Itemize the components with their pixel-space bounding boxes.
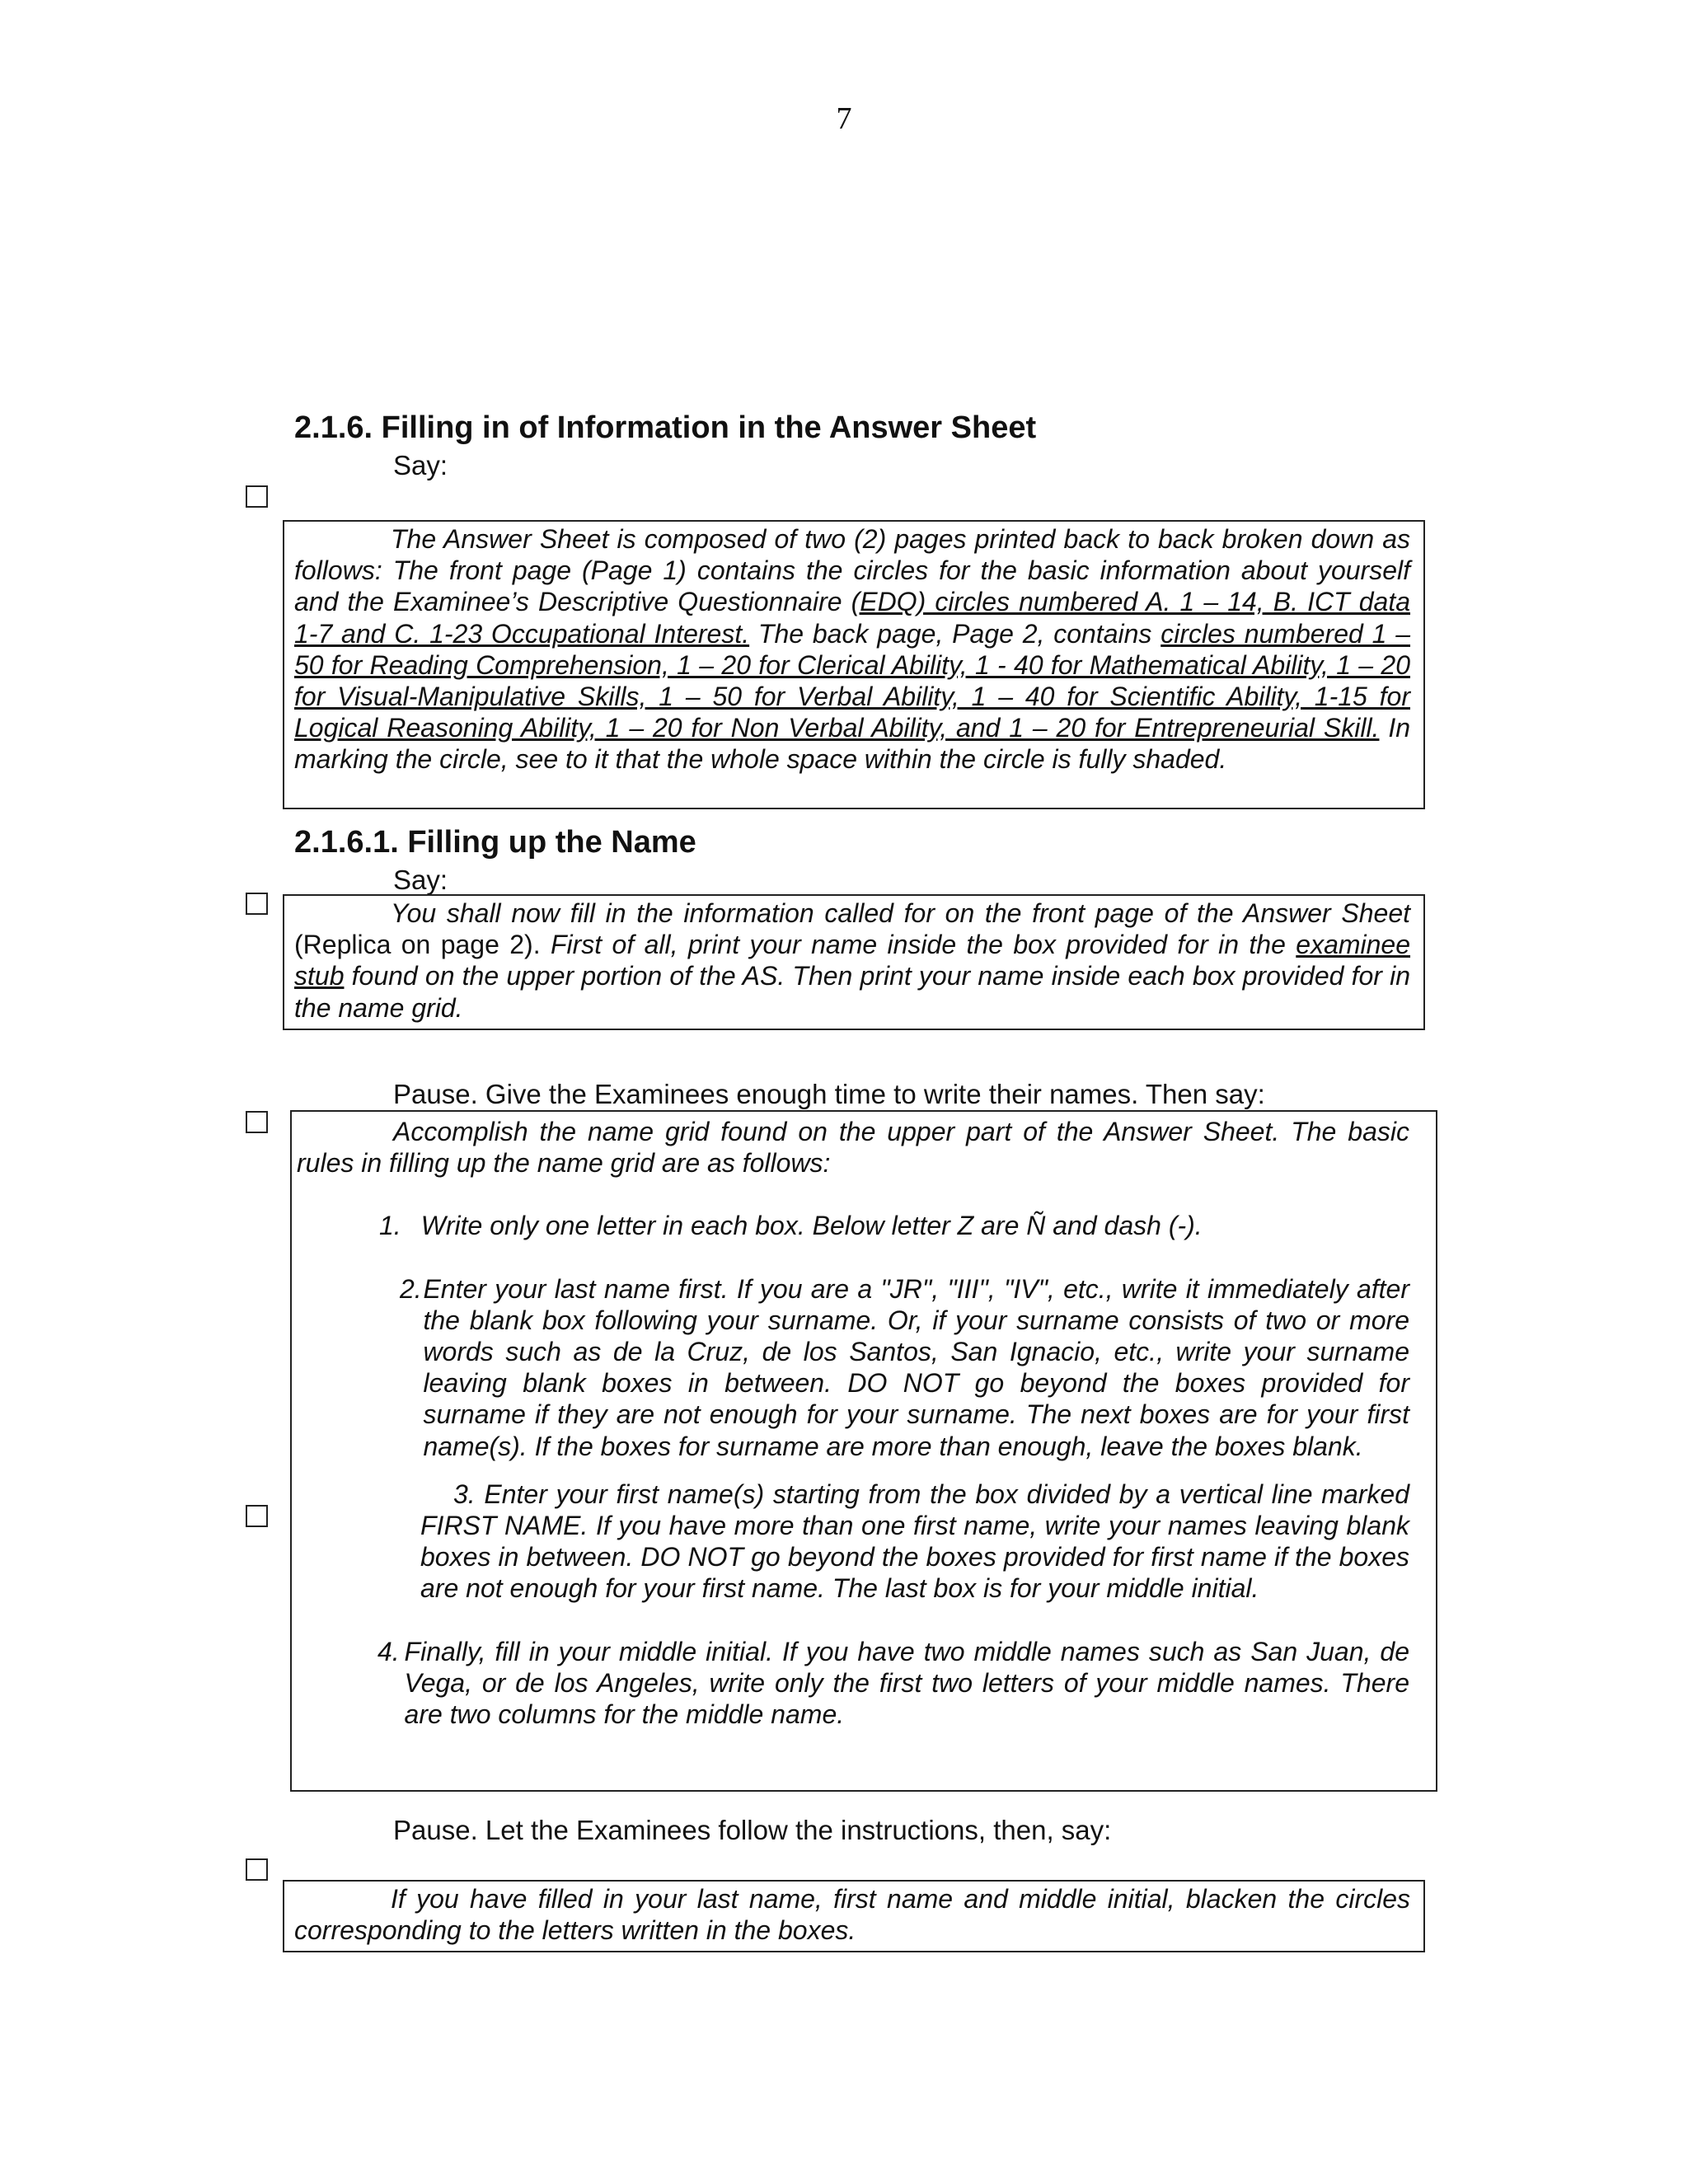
box-text: The Answer Sheet is composed of two (2) pages printed back to back broken down as follows: The front page (Page 1) contains the circles for the basic information about yourself and the Examinee’s Descriptive Questionnaire bbox=[294, 524, 1410, 617]
checkbox[interactable] bbox=[246, 1111, 268, 1133]
blacken-circles-box bbox=[283, 1880, 1425, 1952]
box-text: found on the upper portion of the AS. Then print your name inside each box provided for in the name grid. bbox=[294, 961, 1410, 1023]
box-text: You shall now fill in the information called for on the front page of the Answer Sheet bbox=[391, 898, 1410, 928]
rule-text: Write only one letter in each box. Below letter Z are Ñ and dash (-). bbox=[420, 1211, 1203, 1241]
rule-number: 1. bbox=[379, 1211, 401, 1241]
checkbox[interactable] bbox=[246, 1858, 268, 1881]
box-text: In marking the circle, see to it that the whole space within the circle is fully shaded. bbox=[294, 713, 1411, 775]
rule-item bbox=[420, 1479, 1409, 1605]
rule-text: Enter your first name(s) starting from the box divided by a vertical line marked FIRST NAME. If you have more than one first name, write your names leaving blank boxes in between. DO NOT go beyond the boxes provided for first name if the boxes are not enough for your first name. The last box is for your middle initial. bbox=[420, 1479, 1410, 1604]
rule-item bbox=[379, 1210, 1409, 1241]
checkbox[interactable] bbox=[246, 1505, 268, 1527]
examinee-stub-underlined: examinee stub bbox=[294, 930, 1411, 991]
rule-text: Enter your last name first. If you are a "JR", "III", "IV", etc., write it immediately after the blank box following your surname. Or, if your surname consists of two or more words such as de la Cruz, de los Santos, San Ignacio, etc., write your surname leaving blank boxes in between. DO NOT go beyond the boxes provided for surname if they are not enough for your surname. The next boxes are for your first name(s). If the boxes for surname are more than enough, leave the boxes blank. bbox=[423, 1273, 1409, 1461]
pause-instruction: Pause. Let the Examinees follow the instructions, then, say: bbox=[393, 1815, 1112, 1845]
pause-instruction: Pause. Give the Examinees enough time to write their names. Then say: bbox=[393, 1079, 1265, 1109]
checkbox[interactable] bbox=[246, 893, 268, 915]
name-grid-rules-box bbox=[290, 1110, 1437, 1792]
rule-item bbox=[377, 1636, 1409, 1731]
rule-number: 3. bbox=[453, 1479, 476, 1509]
section-heading-2-1-6: 2.1.6. Filling in of Information in the Answer Sheet bbox=[294, 410, 1037, 445]
rule-number: 2. bbox=[400, 1273, 422, 1304]
section-heading-2-1-6-1: 2.1.6.1. Filling up the Name bbox=[294, 825, 696, 860]
checkbox[interactable] bbox=[246, 485, 268, 508]
subtests-underlined-text: circles numbered 1 – 50 for Reading Comprehension, 1 – 20 for Clerical Ability, 1 - 40 for Mathematical Ability, 1 – 20 for Visual-Manipulative Skills, 1 – 50 for Verbal Ability, 1 – 40 for Scientific Ability, 1-15 for Logical Reasoning Ability, 1 – 20 for Non Verbal Ability, and 1 – 20 for Entrepreneurial Skill. bbox=[294, 618, 1411, 743]
replica-note: (Replica on page 2). bbox=[294, 930, 541, 960]
edq-underlined-text: (EDQ) circles numbered A. 1 – 14, B. ICT data 1-7 and C. 1-23 Occupational Interest. bbox=[294, 587, 1411, 649]
answer-sheet-description-box bbox=[283, 520, 1425, 809]
say-label: Say: bbox=[393, 450, 448, 480]
page-number: 7 bbox=[836, 101, 852, 136]
final-instruction: If you have filled in your last name, first name and middle initial, blacken the circles corresponding to the letters written in the boxes. bbox=[294, 1884, 1410, 1946]
rules-intro: Accomplish the name grid found on the upper part of the Answer Sheet. The basic rules in filling up the name grid are as follows: bbox=[297, 1117, 1409, 1179]
name-instruction-box bbox=[283, 894, 1425, 1030]
say-label: Say: bbox=[393, 865, 448, 895]
rule-number: 4. bbox=[377, 1636, 400, 1666]
rule-item bbox=[400, 1273, 1409, 1462]
box-text: First of all, print your name inside the box provided for in the bbox=[540, 930, 1296, 960]
rule-text: Finally, fill in your middle initial. If you have two middle names such as San Juan, de Vega, or de los Angeles, write only the first two letters of your middle names. There are two columns for the middle name. bbox=[404, 1636, 1409, 1730]
box-text: The back page, Page 2, contains bbox=[749, 618, 1161, 649]
